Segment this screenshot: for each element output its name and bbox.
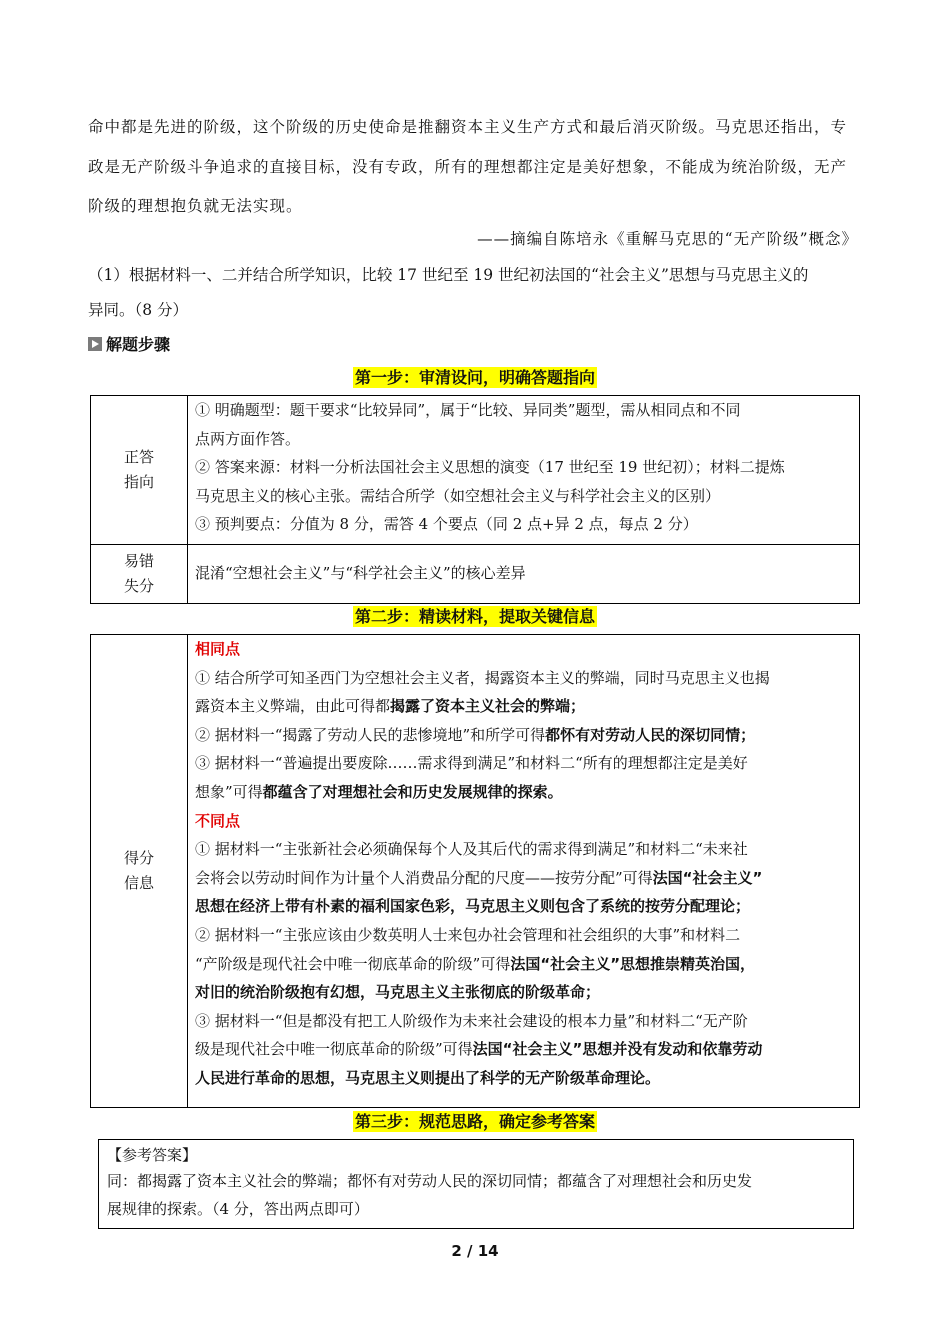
step3-title: 第三步：规范思路，确定参考答案 [354,1112,595,1131]
step1-row1-label: 正答 指向 [91,396,188,544]
answer-line: 展规律的探索。（4 分，答出两点即可） [107,1200,369,1218]
same-line: 露资本主义弊端，由此可得都揭露了资本主义社会的弊端； [195,697,586,716]
page-number: 2 / 14 [451,1242,499,1260]
diff-line: 对旧的统治阶级抱有幻想，马克思主义主张彻底的阶级革命； [195,983,601,1002]
same-heading: 相同点 [195,640,241,658]
question-line: 异同。（8 分） [88,301,189,319]
diff-line: ① 据材料一“主张新社会必须确保每个人及其后代的需求得到满足”和材料二“未来社 [195,840,748,859]
step1-row2-text: 混淆“空想社会主义”与“科学社会主义”的核心差异 [195,564,526,582]
diff-line: ③ 据材料一“但是都没有把工人阶级作为未来社会建设的根本力量”和材料二“无产阶 [195,1011,748,1030]
question-line: （1）根据材料一、二并结合所学知识，比较 17 世纪至 19 世纪初法国的“社会主义”思想与马克思主义的 [88,266,809,284]
diff-heading: 不同点 [195,811,241,830]
step1-line: ① 明确题型：题干要求“比较异同”，属于“比较、异同类”题型，需从相同点和不同 [195,401,741,419]
play-icon [88,337,102,351]
step1-title: 第一步：审清设问，明确答题指向 [354,368,595,387]
passage-line: 命中都是先进的阶级，这个阶级的历史使命是推翻资本主义生产方式和最后消灭阶级。马克思还指出，专 [88,118,848,136]
answer-heading: 【参考答案】 [107,1146,198,1164]
step1-row1-content [195,396,853,539]
same-line: 想象”可得都蕴含了对理想社会和历史发展规律的探索。 [195,782,563,801]
step1-line: ② 答案来源：材料一分析法国社会主义思想的演变（17 世纪至 19 世纪初）；材料二提炼 [195,458,785,477]
diff-line: 思想在经济上带有朴素的福利国家色彩，马克思主义则包含了系统的按劳分配理论； [195,897,751,916]
step1-row2-label: 易错 失分 [91,545,188,603]
diff-line: “产阶级是现代社会中唯一彻底革命的阶级”可得法国“社会主义”思想推崇精英治国， [195,954,756,973]
step1-line: 马克思主义的核心主张。需结合所学（如空想社会主义与科学社会主义的区别） [195,486,721,505]
step1-line: 点两方面作答。 [195,429,301,448]
diff-line: 级是现代社会中唯一彻底革命的阶级”可得法国“社会主义”思想并没有发动和依靠劳动 [195,1040,763,1059]
same-line: ③ 据材料一“普遍提出要废除……需求得到满足”和材料二“所有的理想都注定是美好 [195,754,748,773]
same-line: ① 结合所学可知圣西门为空想社会主义者，揭露资本主义的弊端，同时马克思主义也揭 [195,668,770,687]
passage-line: 阶级的理想抱负就无法实现。 [88,197,303,215]
step1-line: ③ 预判要点：分值为 8 分，需答 4 个要点（同 2 点+异 2 点，每点 2 分） [195,515,698,534]
passage-source: ——摘编自陈培永《重解马克思的“无产阶级”概念》 [477,230,858,248]
answer-line: 同：都揭露了资本主义社会的弊端；都怀有对劳动人民的深切同情；都蕴含了对理想社会和历史发 [107,1172,753,1190]
diff-line: 会将会以劳动时间作为计量个人消费品分配的尺度——按劳分配”可得法国“社会主义” [195,868,763,887]
diff-line: 人民进行革命的思想，马克思主义则提出了科学的无产阶级革命理论。 [195,1068,661,1087]
step1-table [90,395,860,604]
same-line: ② 据材料一“揭露了劳动人民的悲惨境地”和所学可得都怀有对劳动人民的深切同情； [195,725,756,744]
steps-heading-text: 解题步骤 [106,335,171,354]
passage-line: 政是无产阶级斗争追求的直接目标，没有专政，所有的理想都注定是美好想象，不能成为统治阶级，无产 [88,158,848,176]
diff-line: ② 据材料一“主张应该由少数英明人士来包办社会管理和社会组织的大事”和材料二 [195,925,741,944]
step2-title: 第二步：精读材料，提取关键信息 [354,607,595,626]
step2-label: 得分 信息 [91,635,188,1107]
answer-box [98,1139,854,1229]
row-divider [91,544,859,545]
step2-content [195,635,853,1093]
step2-table [90,634,860,1108]
steps-heading [88,332,170,355]
